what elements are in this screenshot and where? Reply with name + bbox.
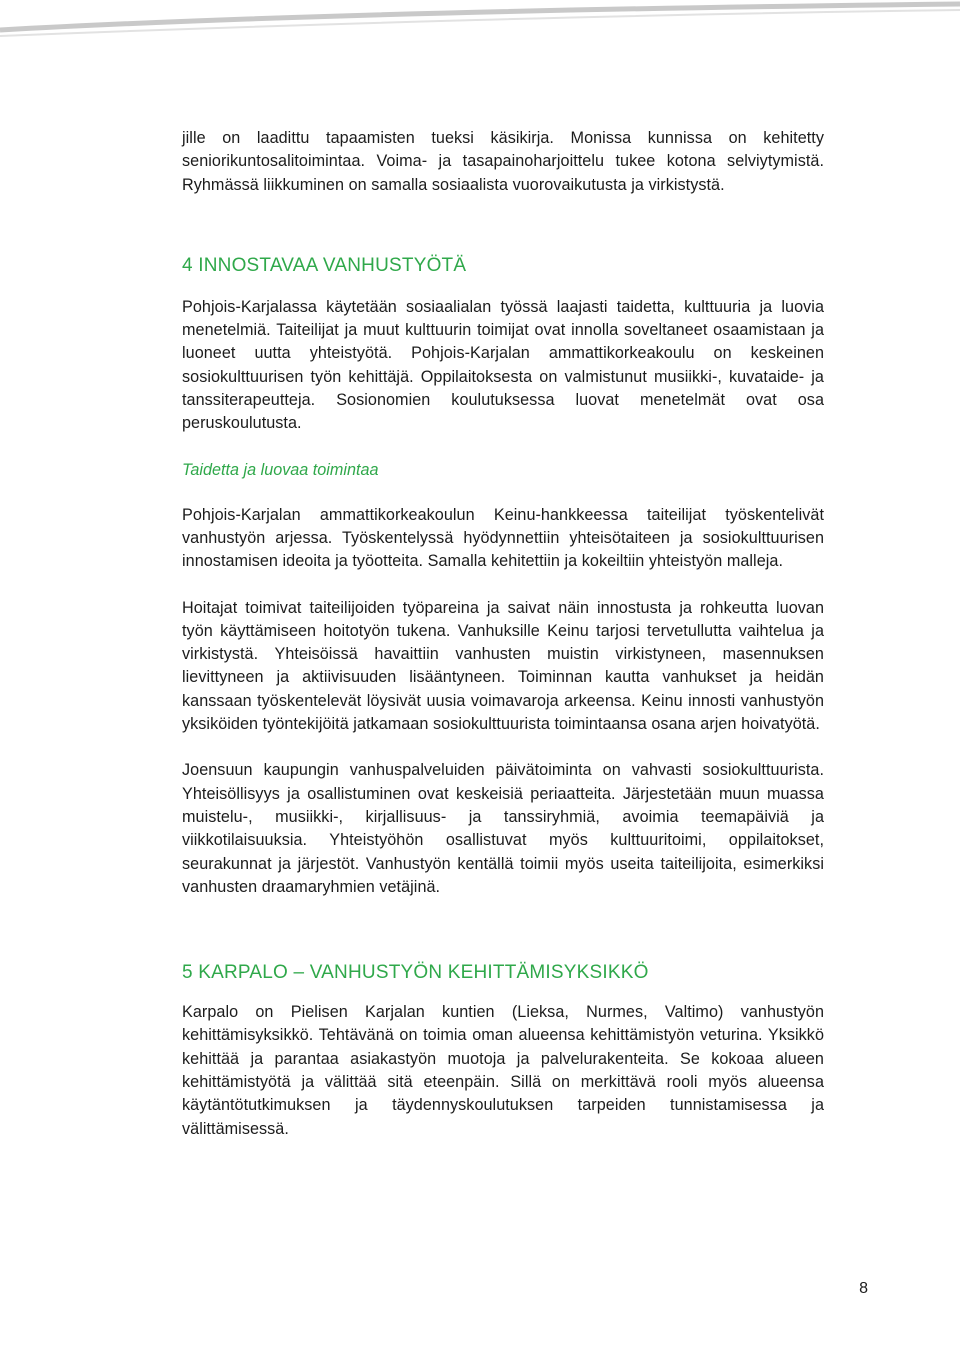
header-decoration bbox=[0, 0, 960, 40]
section-heading-innostavaa: 4 INNOSTAVAA VANHUSTYÖTÄ bbox=[182, 254, 467, 276]
section-heading-karpalo: 5 KARPALO – VANHUSTYÖN KEHITTÄMISYKSIKKÖ bbox=[182, 962, 649, 984]
section5-paragraph: Karpalo on Pielisen Karjalan kuntien (Lieksa, Nurmes, Valtimo) vanhustyön kehittämisyksikkö. Tehtävänä on toimia oman alueensa kehittämistyön veturina. Yksikkö kehittää ja parantaa asiakastyön muotoja ja palvelurakenteita. Se kokoaa alueen kehittämistyötä ja välittää sitä eteenpäin. Sillä on merkittävä rooli myös alueensa käytäntötutkimuksen ja täydennyskoulutuksen tarpeiden tunnistamisessa ja välittämisessä. bbox=[182, 1003, 824, 1138]
intro-paragraph: jille on laadittu tapaamisten tueksi käsikirja. Monissa kunnissa on kehitetty seniorikuntosalitoimintaa. Voima- ja tasapainoharjoittelu tukee kotona selviytymistä. Ryhmässä liikkuminen on samalla sosiaalista vuorovaikutusta ja virkistystä. bbox=[182, 129, 824, 194]
section4-paragraph-3: Hoitajat toimivat taiteilijoiden työpareina ja saivat näin innostusta ja rohkeutta luovan työn käyttämiseen hoitotyön tukena. Vanhuksille Keinu tarjosi tervetullutta vaihtelua ja virkistystä. Yhteisöissä havaittiin vanhusten muistin virkistyneen, masennuksen lievittyneen ja aktiivisuuden lisääntyneen. Toiminnan kautta vanhukset ja heidän kanssaan työskentelevät löysivät uusia voimavaroja arkeensa. Keinu innosti vanhustyön yksiköiden työntekijöitä jatkamaan sosiokulttuurista toimintaansa osana arjen hoivatyötä. bbox=[182, 598, 824, 734]
section4-paragraph-4: Joensuun kaupungin vanhuspalveluiden päivätoiminta on vahvasti sosiokulttuurista. Yhteisöllisyys ja osallistuminen ovat keskeisiä periaatteita. Järjestetään muun muassa muistelu-, musiikki-, kirjallisuus- ja tanssiryhmiä, avoimia teemapäiviä ja viikkotilaisuuksia. Yhteistyöhön osallistuvat myös kulttuuritoimi, oppilaitokset, seurakunnat ja järjestöt. Vanhustyön kentällä toimii myös useita taiteilijoita, esimerkiksi vanhusten draamaryhmien vetäjinä. bbox=[182, 761, 824, 896]
section4-paragraph-1: Pohjois-Karjalassa käytetään sosiaalialan työssä laajasti taidetta, kulttuuria ja luovia menetelmiä. Taiteilijat ja muut kulttuurin toimijat ovat innolla soveltaneet osaamistaan ja luoneet uutta yhteistyötä. Pohjois-Karjalan ammattikorkeakoulu on keskeinen sosiokulttuurisen työn kehittäjä. Oppilaitoksesta on valmistunut musiikki-, kuvataide- ja tanssiterapeutteja. Sosionomien koulutuksessa luovat menetelmät ovat osa peruskoulutusta. bbox=[182, 297, 824, 433]
subheading-taidetta: Taidetta ja luovaa toimintaa bbox=[182, 460, 379, 479]
section4-paragraph-2: Pohjois-Karjalan ammattikorkeakoulun Keinu-hankkeessa taiteilijat työskentelivät vanhustyön arjessa. Työskentelyssä hyödynnettiin yhteisötaiteen ja sosiokulttuurisen innostamisen ideoita ja työotteita. Samalla kehitettiin ja kokeiltiin yhteistyön malleja. bbox=[182, 505, 824, 571]
page-content bbox=[182, 127, 824, 1141]
page-number: 8 bbox=[859, 1280, 868, 1297]
